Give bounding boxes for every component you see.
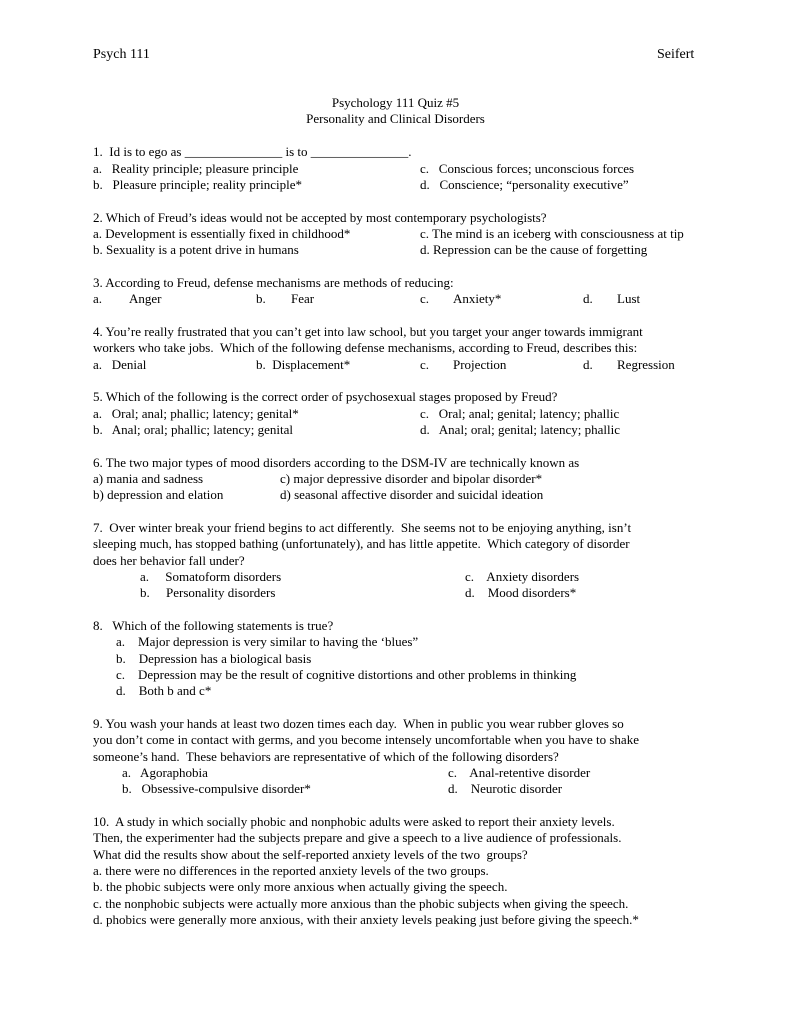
question-stem-line-1: 10. A study in which socially phobic and nonphobic adults were asked to report their anxiety levels.: [93, 814, 615, 829]
question-stem: 5. Which of the following is the correct order of psychosexual stages proposed by Freud?: [93, 389, 558, 404]
answer-option-b: b. Pleasure principle; reality principle*: [93, 177, 303, 192]
answer-option-b: b. Obsessive-compulsive disorder*: [122, 781, 311, 796]
answer-option-c: c. The mind is an iceberg with consciousness at tip: [420, 226, 684, 241]
answer-option-b: b. the phobic subjects were only more anxious when actually giving the speech.: [93, 879, 508, 894]
question-stem-line-1: 9. You wash your hands at least two dozen times each day. When in public you wear rubber gloves so: [93, 716, 624, 731]
answer-letter-c: c.: [420, 357, 430, 372]
answer-option-b: b. Displacement*: [256, 357, 351, 372]
answer-letter-b: b.: [256, 291, 266, 306]
question-stem-line-1: 7. Over winter break your friend begins to act differently. She seems not to be enjoying anything, isn’t: [93, 520, 632, 535]
answer-option-c: c) major depressive disorder and bipolar disorder*: [280, 471, 543, 486]
answer-option-a: a. Oral; anal; phallic; latency; genital*: [93, 406, 299, 421]
answer-option-d: Lust: [617, 291, 641, 306]
answer-option-b: b. Anal; oral; phallic; latency; genital: [93, 422, 293, 437]
question-stem: 2. Which of Freud’s ideas would not be accepted by most contemporary psychologists?: [93, 210, 547, 225]
question-stem: 8. Which of the following statements is true?: [93, 618, 334, 633]
answer-letter-a: a.: [93, 291, 103, 306]
answer-letter-d: d.: [583, 291, 593, 306]
answer-option-d: d) seasonal affective disorder and suicidal ideation: [280, 487, 544, 502]
answer-option-d: d. Mood disorders*: [465, 585, 577, 600]
answer-option-a: a) mania and sadness: [93, 471, 204, 486]
answer-option-c: c. Anal-retentive disorder: [448, 765, 591, 780]
question-stem-line-3: does her behavior fall under?: [93, 553, 245, 568]
question-stem-line-3: someone’s hand. These behaviors are representative of which of the following disorders?: [93, 749, 559, 764]
question-stem-line-2: workers who take jobs. Which of the following defense mechanisms, according to Freud, describes this:: [93, 340, 638, 355]
answer-option-c: c. the nonphobic subjects were actually more anxious than the phobic subjects when giving the speech.: [93, 896, 629, 911]
answer-option-d: d. Anal; oral; genital; latency; phallic: [420, 422, 620, 437]
answer-option-a: a. Development is essentially fixed in childhood*: [93, 226, 351, 241]
answer-option-c: c. Anxiety disorders: [465, 569, 580, 584]
quiz-title: Psychology 111 Quiz #5: [331, 95, 460, 110]
answer-option-d: d. Neurotic disorder: [448, 781, 563, 796]
answer-option-d: d. Both b and c*: [116, 683, 212, 698]
answer-option-a: a. Denial: [93, 357, 147, 372]
answer-option-c: c. Conscious forces; unconscious forces: [420, 161, 635, 176]
answer-option-a: a. Agoraphobia: [122, 765, 208, 780]
answer-option-b: b) depression and elation: [93, 487, 224, 502]
question-stem: 6. The two major types of mood disorders according to the DSM-IV are technically known as: [93, 455, 580, 470]
answer-option-a: a. Reality principle; pleasure principle: [93, 161, 299, 176]
answer-option-a: Anger: [129, 291, 162, 306]
answer-option-d: d. Conscience; “personality executive”: [420, 177, 629, 192]
answer-option-a: a. there were no differences in the reported anxiety levels of the two groups.: [93, 863, 489, 878]
question-stem-line-2: sleeping much, has stopped bathing (unfortunately), and has little appetite. Which category of disorder: [93, 536, 630, 551]
answer-option-b: b. Personality disorders: [140, 585, 276, 600]
instructor-label: Seifert: [657, 47, 695, 62]
answer-option-c: c. Oral; anal; genital; latency; phallic: [420, 406, 620, 421]
answer-option-c: Anxiety*: [453, 291, 502, 306]
answer-option-c: Projection: [453, 357, 507, 372]
answer-option-d: d. phobics were generally more anxious, with their anxiety levels peaking just before giving the speech.*: [93, 912, 639, 927]
quiz-subtitle: Personality and Clinical Disorders: [306, 111, 485, 126]
answer-option-b: b. Sexuality is a potent drive in humans: [93, 242, 299, 257]
question-stem-line-1: 4. You’re really frustrated that you can’t get into law school, but you target your anger towards immigrant: [93, 324, 643, 339]
answer-option-a: a. Major depression is very similar to having the ‘blues”: [116, 634, 419, 649]
question-stem: 3. According to Freud, defense mechanisms are methods of reducing:: [93, 275, 454, 290]
answer-option-d: Regression: [617, 357, 675, 372]
question-stem-line-2: you don’t come in contact with germs, and you become intensely uncomfortable when you have to shake: [93, 732, 639, 747]
answer-letter-d: d.: [583, 357, 593, 372]
answer-letter-c: c.: [420, 291, 430, 306]
question-stem: 1. Id is to ego as _______________ is to _______________.: [93, 144, 412, 159]
answer-option-d: d. Repression can be the cause of forgetting: [420, 242, 648, 257]
answer-option-c: c. Depression may be the result of cognitive distortions and other problems in thinking: [116, 667, 577, 682]
answer-option-b: Fear: [291, 291, 315, 306]
question-stem-line-3: What did the results show about the self-reported anxiety levels of the two groups?: [93, 847, 528, 862]
answer-option-b: b. Depression has a biological basis: [116, 651, 312, 666]
question-stem-line-2: Then, the experimenter had the subjects prepare and give a speech to a live audience of professionals.: [93, 830, 622, 845]
course-label: Psych 111: [93, 47, 150, 62]
answer-option-a: a. Somatoform disorders: [140, 569, 282, 584]
